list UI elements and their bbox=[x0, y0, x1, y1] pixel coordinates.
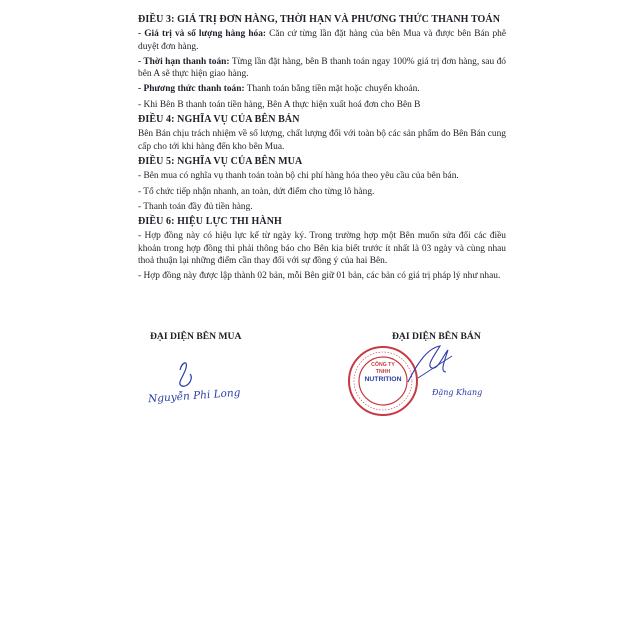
seller-signature-name: Đặng Khang bbox=[432, 388, 483, 397]
section5-item: - Bên mua có nghĩa vụ thanh toán toàn bộ chi phí hàng hóa theo yêu cầu của bên bán. bbox=[138, 171, 459, 182]
section6-heading: ĐIỀU 6: HIỆU LỰC THI HÀNH bbox=[138, 216, 282, 228]
section3-item bbox=[138, 83, 506, 95]
section3-item-label: - Thời hạn thanh toán: bbox=[138, 56, 230, 67]
section5-item: - Thanh toán đầy đủ tiền hàng. bbox=[138, 201, 253, 212]
section3-item-text: Thanh toán bằng tiền mặt hoặc chuyển khoản. bbox=[244, 84, 420, 95]
seller-signature-title: ĐẠI DIỆN BÊN BÁN bbox=[392, 331, 481, 342]
buyer-signature-icon bbox=[130, 352, 290, 422]
contract-body bbox=[138, 14, 506, 286]
stamp-line2: TNHH bbox=[375, 369, 391, 375]
section3-item-text: - Khi Bên B thanh toán tiền hàng, Bên A thực hiện xuất hoá đơn cho Bên B bbox=[138, 99, 421, 110]
section3-item bbox=[138, 56, 506, 81]
section3-item-text: Từng lần đặt hàng, bên B thanh toán ngay 100% giá trị đơn hàng, sau đó bên A sẽ thực hiện giao hàng. bbox=[138, 56, 506, 80]
section3-item-label: - Giá trị và số lượng hàng hóa: bbox=[138, 29, 267, 40]
section4-text: Bên Bán chịu trách nhiệm về số lượng, chất lượng đối với toàn bộ các sản phẩm do Bên Bán cung cấp cho tới khi hàng đến kho bên Mua. bbox=[138, 129, 506, 152]
section5-item: - Tổ chức tiếp nhận nhanh, an toàn, dứt điểm cho từng lô hàng. bbox=[138, 186, 375, 197]
stamp-line3: NUTRITION bbox=[364, 376, 402, 383]
section3-item bbox=[138, 99, 506, 111]
section6-item: - Hợp đồng này có hiệu lực kể từ ngày ký. Trong trường hợp một Bên muốn sửa đổi các điều khoản trong hợp đồng thì phải thông báo cho Bên kia biết trước ít nhất là 03 ngày và cùng nhau thoả thuận lại những điểm cần thay đổi với sự đồng ý của hai Bên. bbox=[138, 231, 506, 267]
section3-item-label: - Phương thức thanh toán: bbox=[138, 84, 245, 95]
section4-heading: ĐIỀU 4: NGHĨA VỤ CỦA BÊN BÁN bbox=[138, 114, 300, 126]
section3-item-text: Căn cứ từng lần đặt hàng của bên Mua và được bên Bán phê duyệt đơn hàng. bbox=[138, 29, 506, 52]
buyer-signature-name: Nguyễn Phi Long bbox=[147, 386, 241, 406]
stamp-line1: CÔNG TY bbox=[371, 362, 395, 368]
section5-heading: ĐIỀU 5: NGHĨA VỤ CỦA BÊN MUA bbox=[138, 155, 303, 167]
section6-item: - Hợp đồng này được lập thành 02 bản, mỗi Bên giữ 01 bản, các bản có giá trị pháp lý như nhau. bbox=[138, 271, 501, 282]
buyer-signature-title: ĐẠI DIỆN BÊN MUA bbox=[150, 331, 242, 342]
section3-item bbox=[138, 28, 506, 53]
section3-heading: ĐIỀU 3: GIÁ TRỊ ĐƠN HÀNG, THỜI HẠN VÀ PHƯƠNG THỨC THANH TOÁN bbox=[138, 14, 501, 25]
seller-signature-icon bbox=[348, 342, 478, 422]
